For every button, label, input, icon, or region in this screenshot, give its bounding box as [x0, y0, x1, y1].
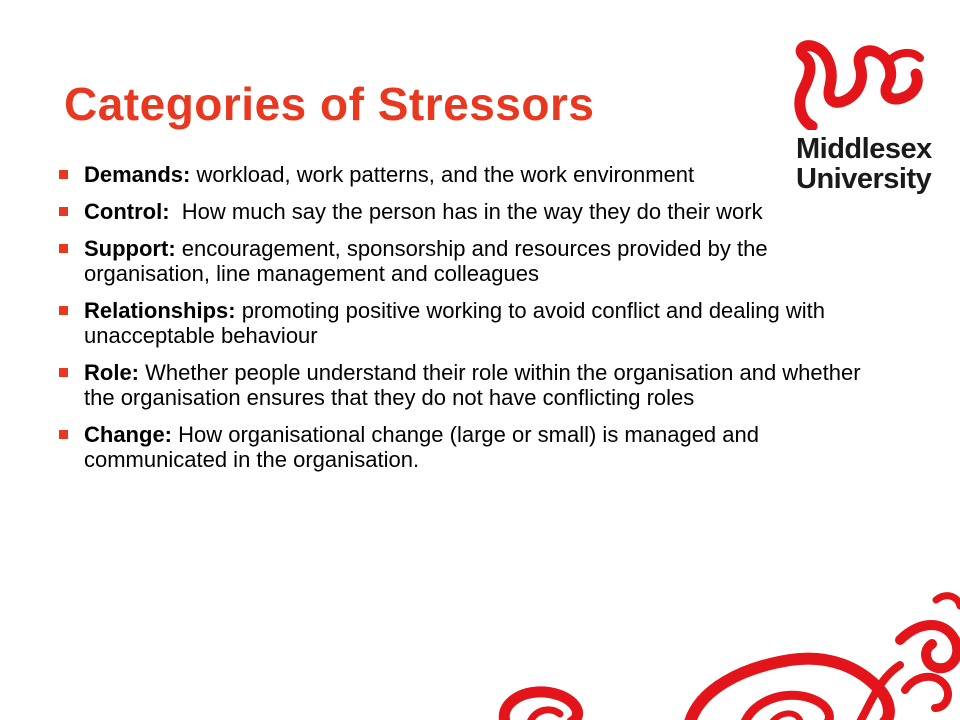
- list-item: [58, 199, 878, 224]
- bullet-text: promoting positive working to avoid conflict and dealing with unacceptable behaviour: [84, 298, 826, 348]
- bullet-heading: Control:: [84, 199, 170, 224]
- square-bullet-icon: [59, 244, 68, 253]
- square-bullet-icon: [59, 368, 68, 377]
- square-bullet-icon: [59, 306, 68, 315]
- bullet-text: How much say the person has in the way they do their work: [169, 199, 763, 224]
- bullet-heading: Change:: [84, 422, 172, 447]
- logo-line-1: Middlesex: [796, 133, 932, 165]
- square-bullet-icon: [59, 430, 68, 439]
- bullet-heading: Demands:: [84, 162, 191, 187]
- bullet-text: encouragement, sponsorship and resources provided by the organisation, line management and colleagues: [84, 236, 768, 286]
- list-item: [58, 298, 878, 348]
- square-bullet-icon: [59, 170, 68, 179]
- bullet-text: workload, work patterns, and the work environment: [190, 162, 695, 187]
- square-bullet-icon: [59, 207, 68, 216]
- bullet-heading: Role:: [84, 360, 139, 385]
- bullet-text: How organisational change (large or small) is managed and communicated in the organisation.: [84, 422, 759, 472]
- bullet-heading: Support:: [84, 236, 176, 261]
- bullet-heading: Relationships:: [84, 298, 236, 323]
- logo-line-2: University: [796, 163, 932, 195]
- list-item: [58, 422, 878, 472]
- list-item: [58, 360, 878, 410]
- list-item: [58, 236, 878, 286]
- stressor-list: [58, 162, 878, 484]
- bullet-text: Whether people understand their role within the organisation and whether the organisation ensures that they do not have conflicting roles: [84, 360, 861, 410]
- logo-mark-icon: [790, 40, 930, 130]
- slide-title: Categories of Stressors: [64, 78, 595, 130]
- list-item: [58, 162, 878, 187]
